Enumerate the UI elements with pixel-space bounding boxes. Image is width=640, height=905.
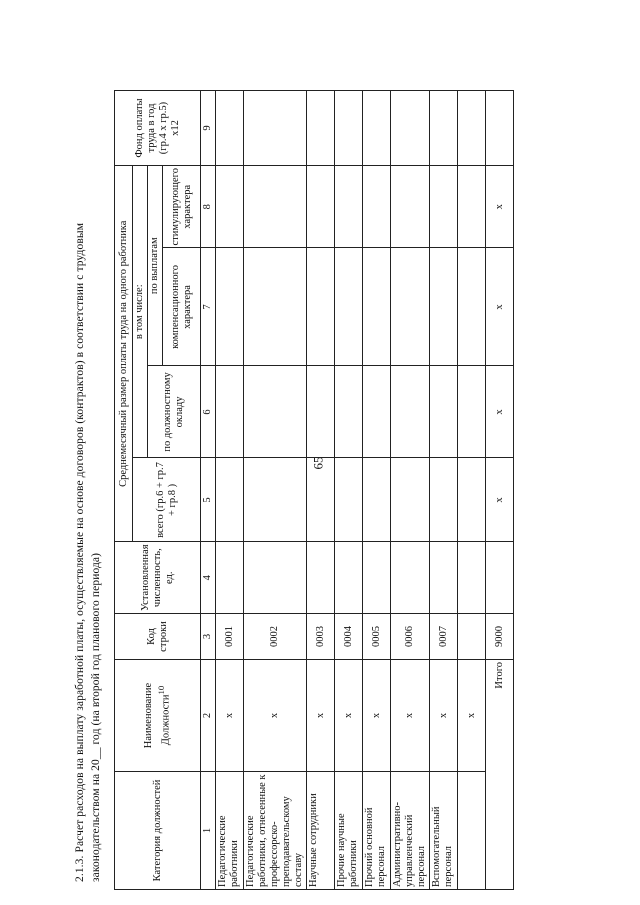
header-position [115, 660, 201, 772]
cell-empty [307, 542, 335, 614]
row-position: х [430, 660, 458, 772]
cell-empty [391, 248, 430, 366]
cell-empty [216, 248, 244, 366]
table-row [430, 91, 458, 890]
total-label: Итого [486, 660, 514, 890]
cell-empty [458, 248, 486, 366]
header-incentive: стимулирующего характера [163, 166, 201, 248]
cell-empty [244, 366, 307, 458]
header-including: в том числе: [133, 166, 148, 458]
table-row [363, 91, 391, 890]
header-headcount: Установленная численность, ед. [115, 542, 201, 614]
cell-empty [307, 458, 335, 542]
total-compensation: х [486, 248, 514, 366]
total-row [486, 91, 514, 890]
row-position: х [458, 660, 486, 772]
table-row [307, 91, 335, 890]
cell-empty [363, 248, 391, 366]
column-number: 9 [201, 91, 216, 166]
row-position: х [216, 660, 244, 772]
row-category: Прочий основной персонал [363, 772, 391, 890]
total-avg: х [486, 458, 514, 542]
cell-empty [216, 458, 244, 542]
row-category: Вспомогательный персонал [430, 772, 458, 890]
cell-empty [244, 91, 307, 166]
cell-empty [216, 91, 244, 166]
header-fund: Фонд оплаты труда в год (гр.4 х гр.5) х12 [115, 91, 201, 166]
column-number: 8 [201, 166, 216, 248]
header-payments: по выплатам [148, 166, 163, 366]
rotated-page-content [72, 30, 636, 890]
row-code: 0007 [430, 614, 458, 660]
header-salary: по должностному окладу [148, 366, 201, 458]
table-row [216, 91, 244, 890]
cell-empty [244, 542, 307, 614]
cell-empty [216, 366, 244, 458]
row-category: Педагогические работники [216, 772, 244, 890]
header-position-note: 10 [155, 685, 166, 695]
cell-empty [216, 542, 244, 614]
row-category: Научные сотрудники [307, 772, 335, 890]
cell-empty [307, 366, 335, 458]
row-code: 0001 [216, 614, 244, 660]
cell-empty [430, 166, 458, 248]
column-number: 6 [201, 366, 216, 458]
cell-empty [391, 366, 430, 458]
cell-empty [244, 166, 307, 248]
column-number: 1 [201, 772, 216, 890]
total-incentive: х [486, 166, 514, 248]
header-avg-salary-group: Среднемесячный размер оплаты труда на одного работника [115, 166, 133, 542]
cell-empty [430, 248, 458, 366]
cell-empty [363, 166, 391, 248]
cell-empty [486, 91, 514, 166]
heading-line-1: 2.1.3. Расчет расходов на выплату заработной платы, осуществляемые на основе договоров (контрактов) в соответствии с трудовым [74, 222, 86, 882]
cell-empty [363, 91, 391, 166]
header-code: Код строки [115, 614, 201, 660]
header-position-label: Наименование Должности [142, 682, 172, 749]
table-row [391, 91, 430, 890]
cell-empty [391, 166, 430, 248]
cell-empty [458, 91, 486, 166]
table-row [458, 91, 486, 890]
row-position: х [335, 660, 363, 772]
cell-empty [363, 458, 391, 542]
row-code: 0003 [307, 614, 335, 660]
heading-line-2: законодательством на 20__ год (на второй год планового периода) [90, 552, 102, 882]
cell-empty [335, 458, 363, 542]
cell-empty [335, 166, 363, 248]
row-position: х [391, 660, 430, 772]
cell-empty [430, 366, 458, 458]
section-heading [72, 82, 104, 882]
column-number: 7 [201, 248, 216, 366]
salary-table [114, 90, 514, 890]
row-category: Прочие научные работники [335, 772, 363, 890]
total-salary: х [486, 366, 514, 458]
cell-empty [335, 366, 363, 458]
row-category: Педагогические работники, отнесенные к профессорско-преподавательскому составу [244, 772, 307, 890]
cell-empty [216, 166, 244, 248]
page-number: 65 [310, 456, 326, 470]
cell-empty [307, 91, 335, 166]
cell-empty [430, 542, 458, 614]
cell-empty [391, 91, 430, 166]
row-position: х [307, 660, 335, 772]
cell-empty [307, 166, 335, 248]
cell-empty [391, 542, 430, 614]
row-code [458, 614, 486, 660]
cell-empty [335, 91, 363, 166]
cell-empty [363, 542, 391, 614]
cell-empty [486, 542, 514, 614]
row-category [458, 772, 486, 890]
cell-empty [307, 248, 335, 366]
table-row [244, 91, 307, 890]
cell-empty [244, 248, 307, 366]
cell-empty [363, 366, 391, 458]
row-position: х [363, 660, 391, 772]
header-category: Категория должностей [115, 772, 201, 890]
row-position: х [244, 660, 307, 772]
cell-empty [458, 366, 486, 458]
header-compensation: компенсационного характера [163, 248, 201, 366]
cell-empty [391, 458, 430, 542]
cell-empty [430, 458, 458, 542]
header-total: всего (гр.6 + гр.7 + гр.8 ) [133, 458, 201, 542]
cell-empty [430, 91, 458, 166]
cell-empty [458, 458, 486, 542]
cell-empty [244, 458, 307, 542]
row-code: 0005 [363, 614, 391, 660]
cell-empty [335, 542, 363, 614]
cell-empty [458, 542, 486, 614]
total-code: 9000 [486, 614, 514, 660]
cell-empty [335, 248, 363, 366]
column-number: 2 [201, 660, 216, 772]
row-code: 0006 [391, 614, 430, 660]
column-number: 5 [201, 458, 216, 542]
column-number: 3 [201, 614, 216, 660]
row-category: Административно-управленческий персонал [391, 772, 430, 890]
column-number: 4 [201, 542, 216, 614]
row-code: 0002 [244, 614, 307, 660]
row-code: 0004 [335, 614, 363, 660]
table-row [335, 91, 363, 890]
cell-empty [458, 166, 486, 248]
